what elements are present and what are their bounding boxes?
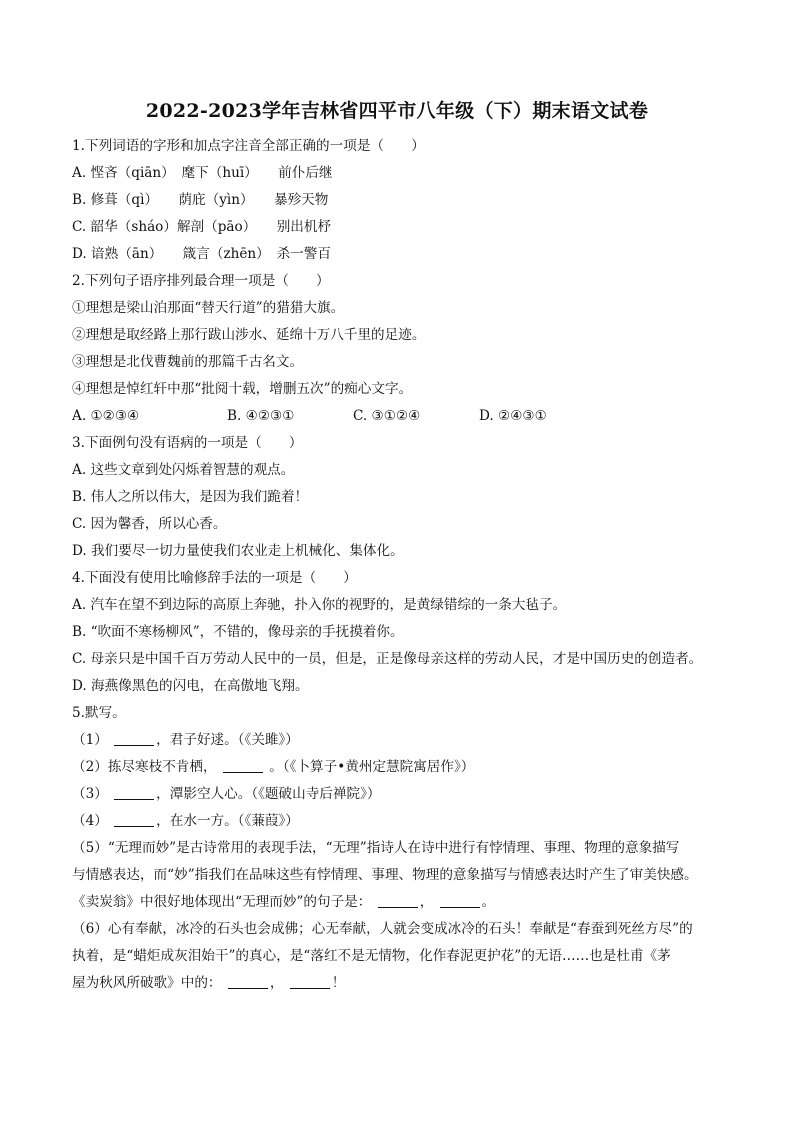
q3-option-a: A. 这些文章到处闪烁着智慧的观点。 — [72, 462, 295, 478]
q5-item-1-suffix: ，君子好逑。（《关雎》） — [156, 732, 299, 748]
q5-item-3-prefix: （3） — [72, 786, 108, 802]
q5-item-4 — [72, 808, 732, 835]
q5-item-6-line-1: （6）心有奉献，冰冷的石头也会成佛；心无奉献，人就会变成冰冷的石头！奉献是“春蚕到死丝方尽”的 — [72, 921, 693, 937]
q2-option-d: D. ②④③① — [479, 408, 547, 424]
q5-item-6-line-2: 执着，是“蜡炬成灰泪始干”的真心，是“落红不是无情物，化作春泥更护花”的无语……也是杜甫《茅 — [72, 948, 671, 964]
q1-option-c: C. 韶华（sháo）解剖（pāo） 别出机杼 — [72, 219, 332, 235]
answer-blank[interactable] — [228, 973, 268, 989]
q4-option-c: C. 母亲只是中国千百万劳动人民中的一员，但是，正是像母亲这样的劳动人民，才是中国历史的创造者。 — [72, 651, 703, 667]
q5-item-4-prefix: （4） — [72, 813, 108, 829]
q2-sentence-2: ②理想是取经路上那行跋山涉水、延绵十万八千里的足迹。 — [72, 327, 426, 343]
q3-stem: 3.下面例句没有语病的一项是（ ） — [72, 435, 303, 451]
q4-option-a: A. 汽车在望不到边际的高原上奔驰，扑入你的视野的，是黄绿错综的一条大毡子。 — [72, 597, 567, 613]
q2-sentence-1: ①理想是梁山泊那面“替天行道”的猎猎大旗。 — [72, 300, 345, 316]
q5-item-5-suffix: 。 — [481, 894, 496, 910]
q5-item-5-separator: ， — [419, 894, 434, 910]
q4-option-d: D. 海燕像黑色的闪电，在高傲地飞翔。 — [72, 678, 309, 694]
q3-option-b: B. 伟人之所以伟大，是因为我们跪着！ — [72, 489, 309, 505]
q1-option-b: B. 修葺（qì） 荫庇（yìn） 暴殄天物 — [72, 192, 329, 208]
answer-blank[interactable] — [440, 892, 480, 908]
q2-sentence-4: ④理想是悼红轩中那“批阅十载，增删五次”的痴心文字。 — [72, 381, 413, 397]
q5-item-2-prefix: （2）拣尽寒枝不肯栖， — [72, 759, 217, 775]
q4-option-b: B. “吹面不寒杨柳风”，不错的，像母亲的手抚摸着你。 — [72, 624, 404, 640]
q2-option-b: B. ④②③① — [227, 408, 295, 424]
q5-item-1 — [72, 727, 732, 754]
answer-blank[interactable] — [378, 892, 418, 908]
q1-option-d: D. 谙熟（ān） 箴言（zhēn） 杀一警百 — [72, 246, 331, 262]
q5-item-1-prefix: （1） — [72, 732, 108, 748]
answer-blank[interactable] — [114, 730, 154, 746]
q2-stem: 2.下列句子语序排列最合理一项是（ ） — [72, 273, 330, 289]
q2-sentence-3: ③理想是北伐曹魏前的那篇千古名文。 — [72, 354, 304, 370]
q1-option-a: A. 悭吝（qiān） 麾下（huī） 前仆后继 — [72, 165, 333, 181]
exam-content — [72, 133, 732, 997]
q5-item-5-line-3 — [72, 889, 732, 916]
answer-blank[interactable] — [114, 784, 154, 800]
q5-item-2-suffix: 。（《卜算子•黄州定慧院寓居作》） — [269, 759, 475, 775]
q3-option-c: C. 因为馨香，所以心香。 — [72, 516, 227, 532]
q5-item-6-prefix: 屋为秋风所破歌》中的： — [72, 975, 222, 991]
answer-blank[interactable] — [223, 757, 263, 773]
q5-item-6-line-3 — [72, 970, 732, 997]
q3-option-d: D. 我们要尽一切力量使我们农业走上机械化、集体化。 — [72, 543, 404, 559]
q5-item-4-suffix: ，在水一方。（《蒹葭》） — [156, 813, 299, 829]
answer-blank[interactable] — [290, 973, 330, 989]
q2-option-a: A. ①②③④ — [72, 408, 140, 424]
q5-item-5-prefix: 《卖炭翁》中很好地体现出“无理而妙”的句子是： — [72, 894, 372, 910]
q2-options — [72, 403, 732, 430]
answer-blank[interactable] — [114, 811, 154, 827]
q5-item-3-suffix: ，潭影空人心。（《题破山寺后禅院》） — [156, 786, 381, 802]
q5-item-3 — [72, 781, 732, 808]
q4-stem: 4.下面没有使用比喻修辞手法的一项是（ ） — [72, 570, 357, 586]
page-title: 2022-2023学年吉林省四平市八年级（下）期末语文试卷 — [145, 100, 649, 122]
q5-item-6-separator: ， — [269, 975, 284, 991]
q5-item-6-suffix: ！ — [331, 975, 346, 991]
q5-item-5-line-2: 与情感表达，而“妙”指我们在品味这些有悖情理、事理、物理的意象描写与情感表达时产生了审美快感。 — [72, 867, 698, 883]
q5-item-2 — [72, 754, 732, 781]
q1-stem: 1.下列词语的字形和加点字注音全部正确的一项是（ ） — [72, 138, 425, 154]
q5-stem: 5.默写。 — [72, 705, 126, 721]
q2-option-c: C. ③①②④ — [353, 408, 421, 424]
q5-item-5-line-1: （5）“无理而妙”是古诗常用的表现手法，“无理”指诗人在诗中进行有悖情理、事理、物理的意象描写 — [72, 840, 680, 856]
